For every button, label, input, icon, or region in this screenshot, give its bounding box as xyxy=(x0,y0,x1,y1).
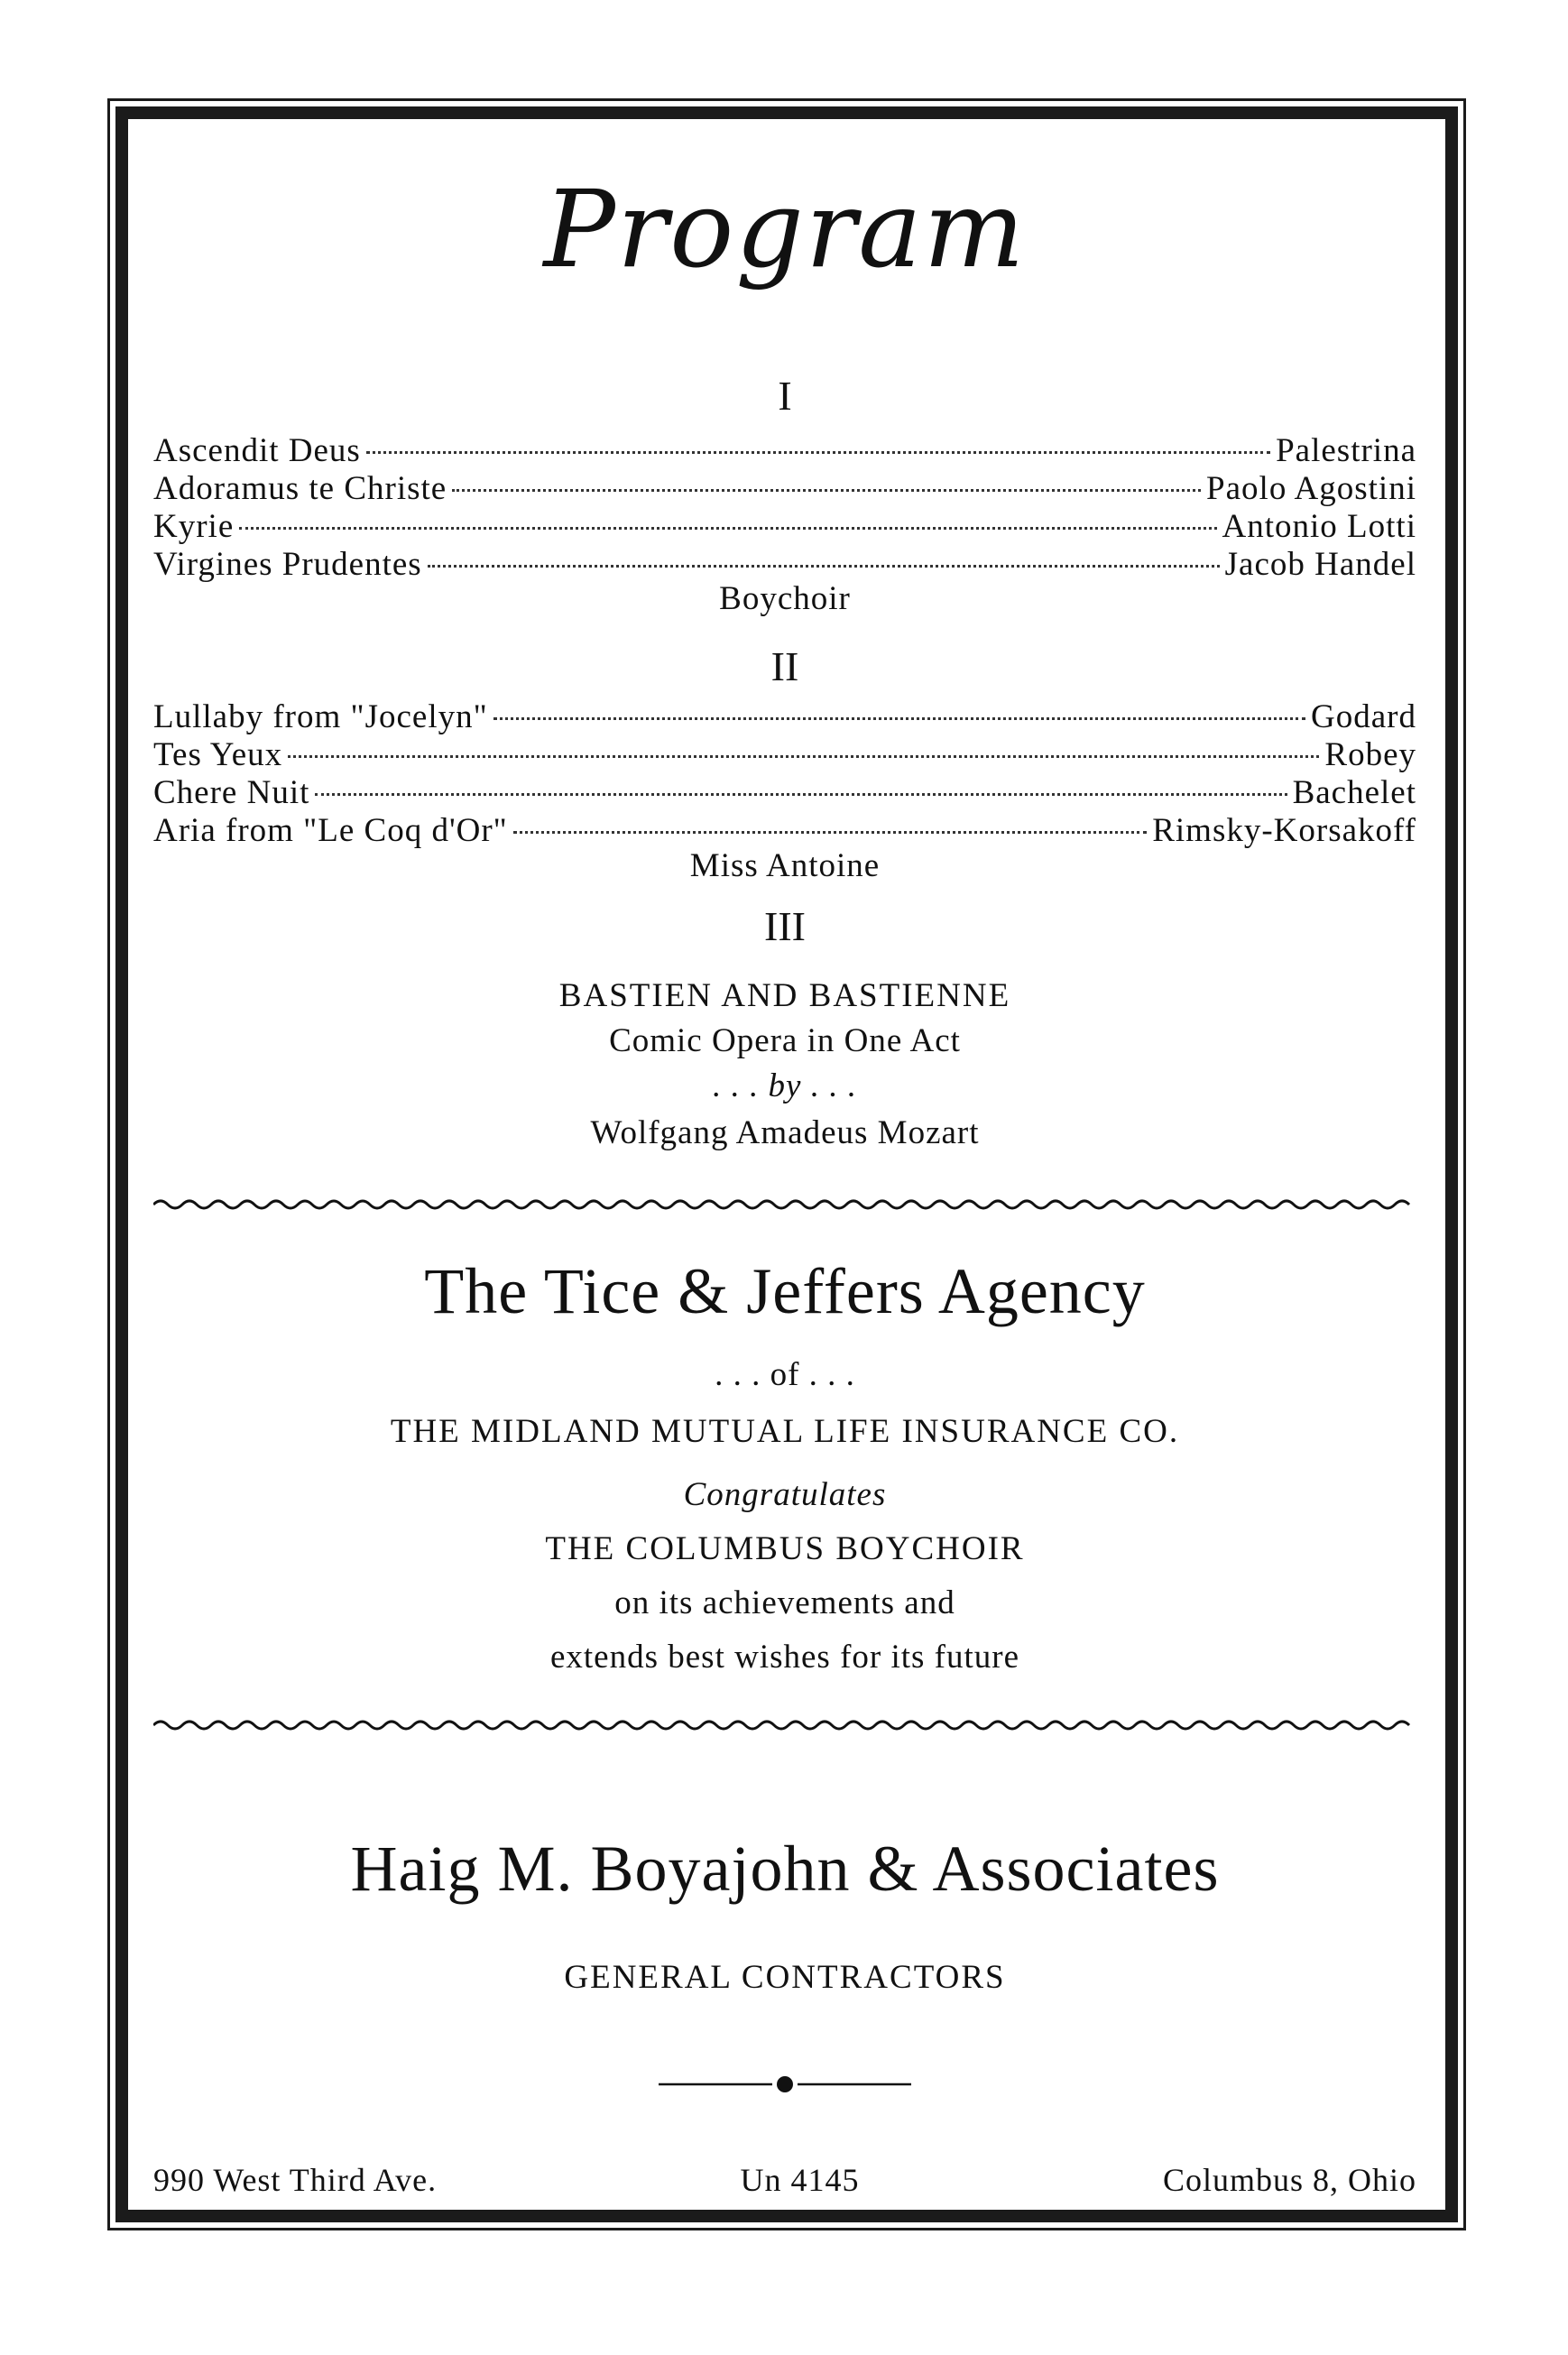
dot-leader xyxy=(315,793,1287,796)
composer-name: Jacob Handel xyxy=(1224,546,1416,583)
by-line: . . . by . . . xyxy=(713,1067,857,1104)
performer-name: Boychoir xyxy=(719,580,851,617)
section-numeral-2: II xyxy=(770,643,799,689)
contractor-contact-row xyxy=(153,2161,1416,2199)
piece-title: Kyrie xyxy=(153,508,235,545)
agency-of-line: . . . of . . . xyxy=(715,1356,855,1393)
section-numeral-3: III xyxy=(764,903,806,949)
wavy-divider xyxy=(153,1716,1416,1734)
agency-company: THE MIDLAND MUTUAL LIFE INSURANCE CO. xyxy=(390,1413,1180,1450)
dot-leader xyxy=(513,831,1147,834)
composer-name: Antonio Lotti xyxy=(1222,508,1416,545)
dot-rule-ornament xyxy=(659,2075,911,2093)
piece-title: Ascendit Deus xyxy=(153,432,361,469)
piece-title: Virgines Prudentes xyxy=(153,546,422,583)
opera-composer: Wolfgang Amadeus Mozart xyxy=(590,1114,980,1151)
piece-title: Tes Yeux xyxy=(153,736,283,773)
agency-line-2: extends best wishes for its future xyxy=(549,1639,1020,1676)
dot-leader xyxy=(493,717,1305,720)
program-item xyxy=(153,471,1416,507)
agency-verb: Congratulates xyxy=(683,1476,887,1513)
piece-title: Lullaby from "Jocelyn" xyxy=(153,698,488,735)
program-title: Program xyxy=(543,167,1027,291)
piece-title: Aria from "Le Coq d'Or" xyxy=(153,812,508,849)
contractor-city: Columbus 8, Ohio xyxy=(1162,2162,1416,2198)
contractor-subtitle: GENERAL CONTRACTORS xyxy=(564,1959,1006,1996)
program-item xyxy=(153,547,1416,583)
program-item xyxy=(153,509,1416,545)
section-numeral-1: I xyxy=(778,373,792,419)
dot-leader xyxy=(239,527,1216,530)
agency-title: The Tice & Jeffers Agency xyxy=(424,1255,1146,1327)
contractor-address: 990 West Third Ave. xyxy=(153,2162,438,2198)
agency-line-1: on its achievements and xyxy=(614,1584,955,1621)
program-item xyxy=(153,737,1416,773)
contractor-phone: Un 4145 xyxy=(740,2162,860,2198)
dot-leader xyxy=(452,489,1201,492)
composer-name: Paolo Agostini xyxy=(1206,470,1416,507)
wavy-divider xyxy=(153,1196,1416,1214)
composer-name: Palestrina xyxy=(1276,432,1416,469)
opera-subtitle: Comic Opera in One Act xyxy=(609,1022,961,1059)
program-item xyxy=(153,433,1416,469)
dot-leader xyxy=(428,565,1220,568)
opera-title: BASTIEN AND BASTIENNE xyxy=(558,977,1011,1014)
contractor-title: Haig M. Boyajohn & Associates xyxy=(350,1833,1220,1905)
agency-recipient: THE COLUMBUS BOYCHOIR xyxy=(545,1530,1025,1567)
composer-name: Robey xyxy=(1324,736,1416,773)
dot-leader xyxy=(288,755,1319,758)
dot-leader xyxy=(366,451,1270,454)
program-item xyxy=(153,775,1416,811)
performer-name: Miss Antoine xyxy=(689,847,881,884)
composer-name: Godard xyxy=(1311,698,1416,735)
program-item xyxy=(153,699,1416,735)
piece-title: Adoramus te Christe xyxy=(153,470,447,507)
program-item xyxy=(153,813,1416,849)
composer-name: Bachelet xyxy=(1292,774,1416,811)
piece-title: Chere Nuit xyxy=(153,774,310,811)
composer-name: Rimsky-Korsakoff xyxy=(1152,812,1416,849)
